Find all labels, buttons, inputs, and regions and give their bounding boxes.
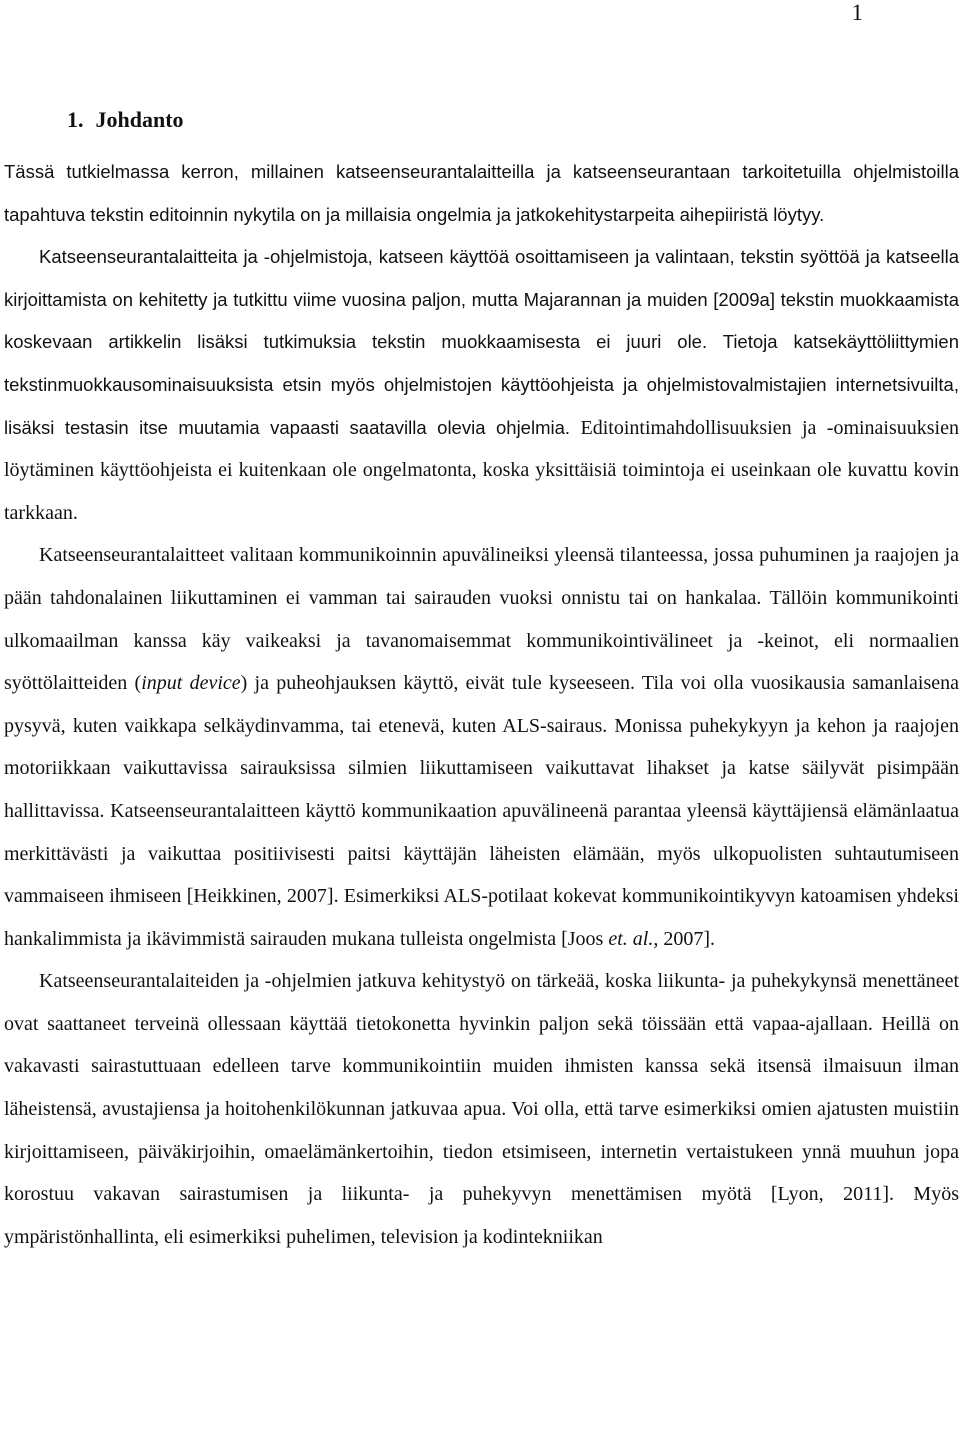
page-number: 1	[851, 0, 863, 25]
paragraph	[4, 960, 959, 1258]
paragraph	[4, 534, 959, 960]
text-run: , 2007].	[653, 927, 715, 950]
text-run: Tietoja katsekäyttöliittymien tekstinmuokkausominaisuuksista etsin myös ohjelmistojen käyttöohjeista ja ohjelmistovalmistajien internetsivuilta, lisäksi testasin itse muutamia vapaasti saatavilla olevia ohjelmia.	[4, 331, 959, 438]
text-run: Katseenseurantalaitteet valitaan kommunikoinnin apuvälineiksi yleensä tilanteessa, jossa puhuminen ja raajojen ja pään tahdonalainen liikuttaminen ei vamman tai sairauden vuoksi onnistu tai on hankalaa. Tällöin kommunikointi ulkomaailman kanssa käy vaikeaksi ja tavanomaisemmat kommunikointivälineet ja -keinot, eli normaalien syöttölaitteiden (	[4, 544, 959, 695]
text-run: Tässä tutkielmassa kerron, millainen katseenseurantalaitteilla ja katseenseurantaan tarkoitetuilla ohjelmistoilla tapahtuva tekstin editoinnin nykytila on ja millaisia ongelmia ja jatkokehitystarpeita aihepiiristä löytyy.	[4, 161, 959, 225]
text-run: Katseenseurantalaiteiden ja -ohjelmien jatkuva kehitystyö on tärkeää, koska liikunta- ja puhekykynsä menettäneet ovat saattaneet terveinä ollessaan käyttää tietokonetta hyvinkin paljon sekä töissään että vapaa-ajallaan. Heillä on vakavasti sairastuttuaan edelleen tarve kommunikointiin muiden ihmisten kanssa sekä itsensä ilmaisuun ilman läheistensä, avustajiensa ja hoitohenkilökunnan jatkuvaa apua. Voi olla, että tarve esimerkiksi omien ajatusten muistiin kirjoittamiseen, päiväkirjoihin, omaelämänkertoihin, tiedon etsimiseen, internetin vertaistukeen ynnä muuhun jopa korostuu vakavan sairastumisen ja liikunta- ja puhekyvyn menettämisen myötä [Lyon, 2011]. Myös ympäristönhallinta, eli esimerkiksi puhelimen, television ja kodintekniikan	[4, 970, 959, 1248]
text-run: ) ja puheohjauksen käyttö, eivät tule kyseeseen. Tila voi olla vuosikausia samanlaisena pysyvä, kuten vaikkapa selkäydinvamma, tai etenevä, kuten ALS-sairaus. Monissa puhekykyyn ja kehon ja raajojen motoriikkaan vaikuttavissa sairauksissa silmien liikuttamiseen vaikuttavat lihakset ja katse säilyvät pisimpään hallittavissa. Katseenseurantalaitteen käyttö kommunikaation apuvälineenä parantaa yleensä käyttäjiensä elämänlaatua merkittävästi ja vaikuttaa positiivisesti paitsi käyttäjän läheisten elämään, myös ulkopuolisten suhtautumiseen vammaiseen ihmiseen [Heikkinen, 2007]. Esimerkiksi ALS-potilaat kokevat kommunikointikyvyn katoamisen yhdeksi hankalimmista ja ikävimmistä sairauden mukana tulleista ongelmista [Joos	[4, 672, 959, 950]
italic-text: input device	[141, 672, 241, 695]
body-text	[4, 151, 959, 1258]
paragraph	[4, 151, 959, 236]
section-number: 1.	[67, 107, 84, 132]
section-title: Johdanto	[95, 107, 184, 132]
section-heading	[67, 106, 184, 134]
text-run: Katseenseurantalaitteita ja -ohjelmistoja, katseen käyttöä osoittamiseen ja valintaan, tekstin syöttöä ja katseella kirjoittamista on kehitetty ja tutkittu viime vuosina paljon, mutta Majarannan ja muiden [2009a] tekstin muokkaamista koskevaan artikkelin lisäksi tutkimuksia tekstin muokkaamisesta ei juuri ole.	[4, 246, 959, 353]
italic-text: et. al.	[608, 927, 654, 950]
text-run: Editointimahdollisuuksien ja -ominaisuuksien löytäminen käyttöohjeista ei kuitenkaan ole ongelmatonta, koska yksittäisiä toimintoja ei useinkaan ole kuvattu kovin tarkkaan.	[4, 416, 959, 524]
paragraph	[4, 236, 959, 534]
